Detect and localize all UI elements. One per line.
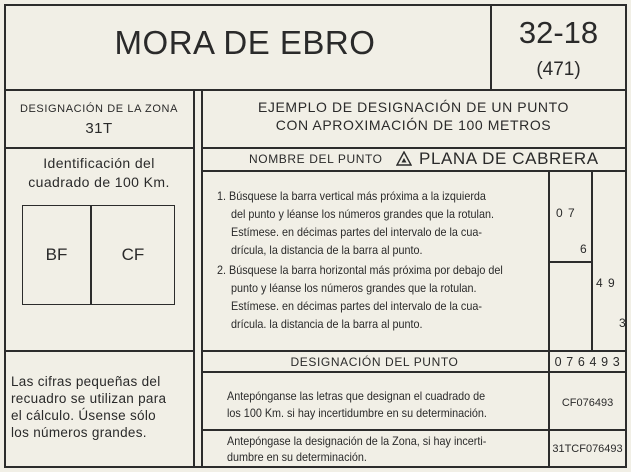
prefix-row-2-line2: dumbre en su determinación. <box>227 450 367 464</box>
instruction-line-4: drícula, la distancia de la barra al punto. <box>231 243 423 257</box>
prefix-row-2-line1: Antepóngase la designación de la Zona, si hay incerti- <box>227 434 487 448</box>
designation-value: 0 7 6 4 9 3 <box>554 355 621 369</box>
prefix-row-1-result: CF076493 <box>561 397 614 409</box>
instruction-line-3: Estímese. en décimas partes del intervalo de la cua- <box>231 225 482 239</box>
zone-label: DESIGNACIÓN DE LA ZONA <box>19 103 179 115</box>
note-line-1: Las cifras pequeñas del <box>11 374 161 389</box>
digit-northing-major: 4 9 <box>596 276 616 290</box>
example-title-line2: CON APROXIMACIÓN DE 100 METROS <box>275 117 552 133</box>
instruction-line-6: punto y léanse los números grandes que la rotulan. <box>231 281 477 295</box>
square-label-line2: cuadrado de 100 Km. <box>28 174 170 190</box>
square-cell-cf: CF <box>121 245 145 264</box>
triangle-benchmark-icon <box>396 151 412 166</box>
note-line-2: recuadro se utilizan para <box>11 391 167 406</box>
digits-inner-divider <box>591 170 593 351</box>
designation-label: DESIGNACIÓN DEL PUNTO <box>290 355 459 369</box>
border-top <box>4 4 626 6</box>
left-column-divider-b <box>201 89 203 467</box>
instruction-line-2: del punto y léanse los números grandes que la rotulan. <box>231 207 494 221</box>
left-column-divider-a <box>193 89 195 467</box>
note-line-3: el cálculo. Úsense sólo <box>11 408 156 423</box>
zone-value: 31T <box>85 120 113 137</box>
instruction-line-5: 2. Búsquese la barra horizontal más próxima por debajo del <box>217 263 503 277</box>
prefix-divider <box>201 429 626 431</box>
point-name-divider <box>201 170 626 172</box>
prefix-row-1-line2: los 100 Km. si hay incertidumbre en su determinación. <box>227 406 487 420</box>
border-bottom <box>4 466 626 468</box>
prefix-row-2-result: 31TCF076493 <box>552 443 623 455</box>
instruction-line-8: drícula. la distancia de la barra al punto. <box>231 317 423 331</box>
border-left <box>4 4 6 468</box>
digits-inner-rule <box>548 261 591 263</box>
instructions-divider <box>201 350 626 352</box>
header-divider <box>4 89 626 91</box>
point-name-label: NOMBRE DEL PUNTO <box>249 152 383 166</box>
square-divider <box>4 350 194 352</box>
prefix-row-1-line1: Antepónganse las letras que designan el cuadrado de <box>227 389 486 403</box>
digit-easting-minor: 6 <box>580 242 587 256</box>
digits-column-divider <box>548 170 550 467</box>
instruction-line-7: Estímese. en décimas partes del intervalo de la cua- <box>231 299 482 313</box>
square-label-line1: Identificación del <box>43 155 155 171</box>
note-line-4: los números grandes. <box>11 425 147 440</box>
sheet-number: 32-18 <box>518 15 599 50</box>
instruction-line-1: 1. Búsquese la barra vertical más próxima a la izquierda <box>217 189 486 203</box>
zone-divider <box>4 147 194 149</box>
digit-northing-minor: 3 <box>619 316 626 330</box>
square-cell-bf: BF <box>45 245 68 264</box>
sheet-number-alt: (471) <box>536 59 581 80</box>
map-title: MORA DE EBRO <box>114 24 376 61</box>
point-name: PLANA DE CABRERA <box>419 149 599 168</box>
example-title-line1: EJEMPLO DE DESIGNACIÓN DE UN PUNTO <box>257 99 570 115</box>
designation-divider <box>201 371 626 373</box>
digit-easting-major: 0 7 <box>556 206 576 220</box>
